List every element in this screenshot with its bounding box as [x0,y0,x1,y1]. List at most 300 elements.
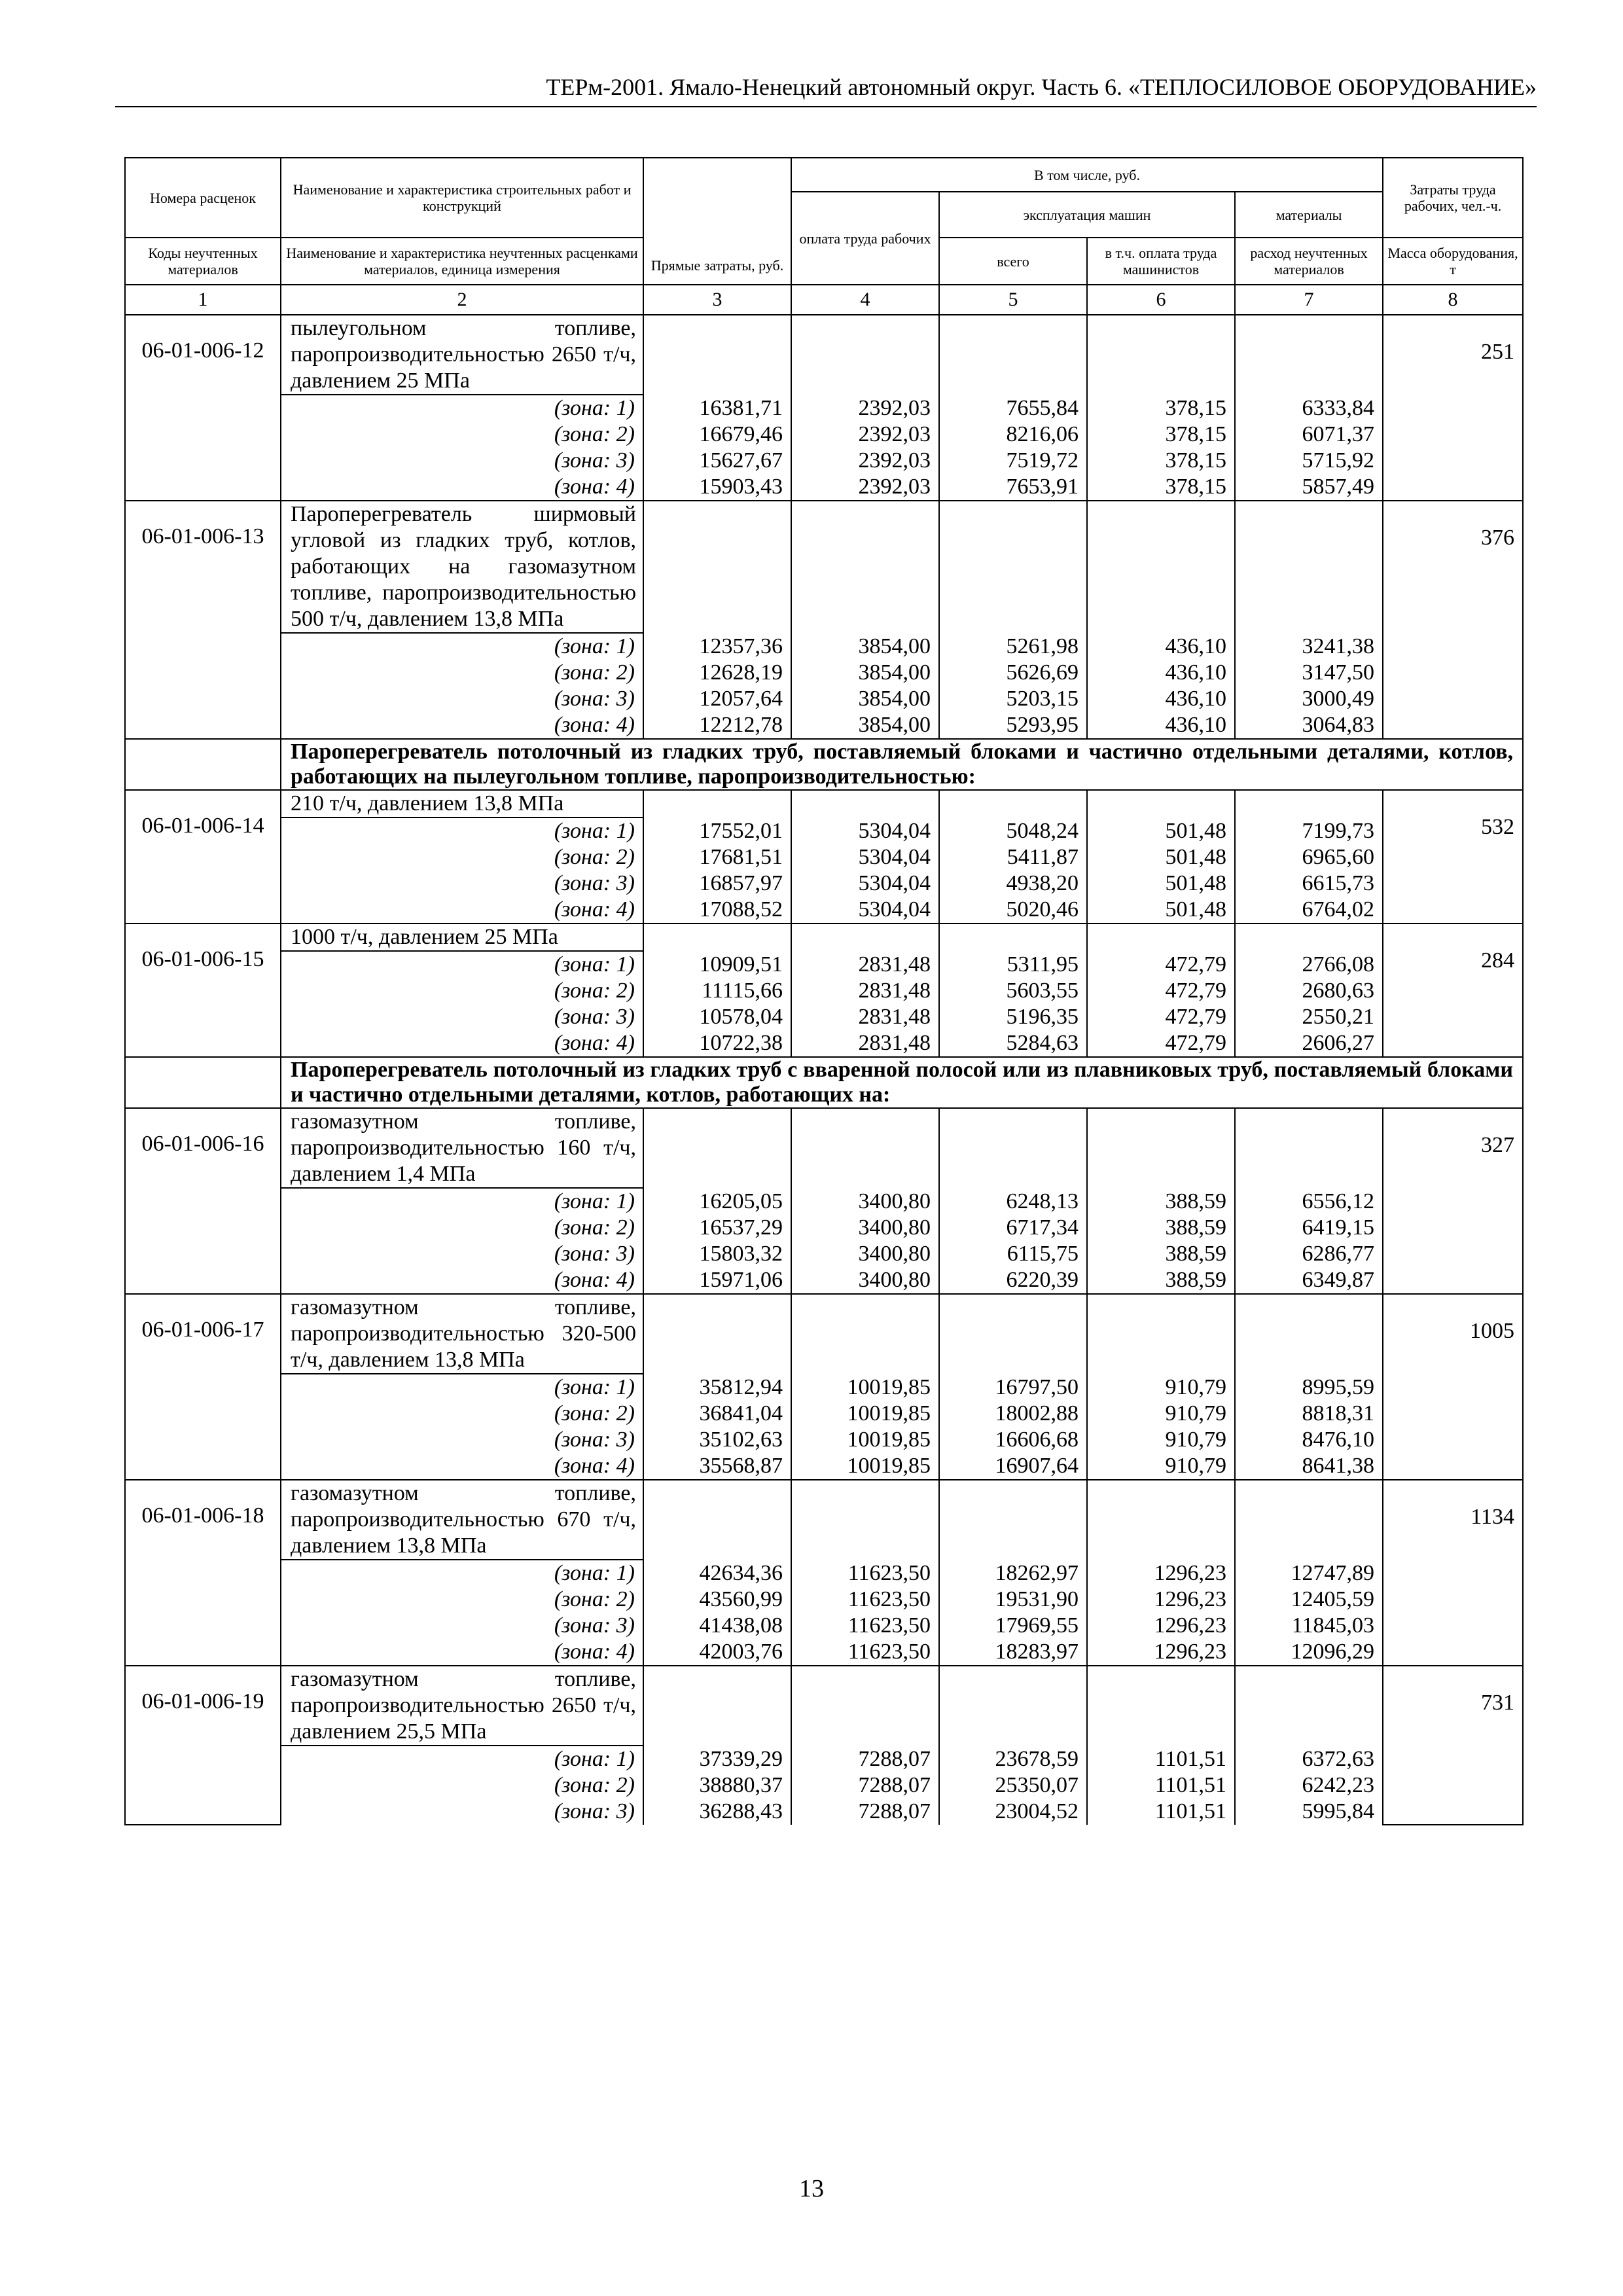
direct-cost: 12628,19 [643,660,791,686]
materials-cost: 6071,37 [1235,422,1383,448]
machines-total: 16797,50 [939,1374,1087,1401]
col-codes-bottom: Коды неучтенных материалов [125,238,281,285]
zone-label: (зона: 3) [281,448,643,474]
col-including: В том числе, руб. [791,158,1383,192]
section-empty-cell [125,739,281,790]
rate-description-row [125,1666,1523,1746]
zone-row [125,1613,1523,1639]
direct-cost: 16679,46 [643,422,791,448]
zone-label: (зона: 2) [281,1587,643,1613]
col-labor-pay: оплата труда рабочих [791,192,939,285]
zone-row [125,1030,1523,1057]
empty-cell [939,1108,1087,1188]
materials-cost: 2766,08 [1235,951,1383,978]
direct-cost: 12357,36 [643,633,791,660]
rate-code: 06-01-006-14 [125,790,281,924]
section-heading-row [125,739,1523,790]
machines-total: 16907,64 [939,1453,1087,1480]
section-heading-row [125,1057,1523,1108]
zone-label: (зона: 2) [281,660,643,686]
zone-row [125,1560,1523,1587]
labor-pay: 5304,04 [791,817,939,844]
machines-total: 23004,52 [939,1799,1087,1825]
materials-cost: 8641,38 [1235,1453,1383,1480]
machines-total: 5411,87 [939,844,1087,870]
zone-row [125,1267,1523,1294]
labor-pay: 5304,04 [791,897,939,924]
empty-cell [1087,315,1235,395]
direct-cost: 16205,05 [643,1188,791,1215]
materials-cost: 7199,73 [1235,817,1383,844]
zone-row [125,951,1523,978]
labor-pay: 2831,48 [791,978,939,1004]
zone-row [125,1639,1523,1666]
labor-pay: 5304,04 [791,844,939,870]
machines-total: 16606,68 [939,1427,1087,1453]
machines-total: 7653,91 [939,474,1087,501]
zone-row [125,712,1523,739]
labor-pay: 11623,50 [791,1639,939,1666]
empty-cell [1087,1480,1235,1560]
materials-cost: 12405,59 [1235,1587,1383,1613]
machines-operators-pay: 436,10 [1087,660,1235,686]
zone-row [125,870,1523,897]
direct-cost: 10909,51 [643,951,791,978]
machines-total: 5603,55 [939,978,1087,1004]
machines-total: 5293,95 [939,712,1087,739]
labor-pay: 3400,80 [791,1188,939,1215]
zone-row [125,1772,1523,1799]
machines-total: 6717,34 [939,1215,1087,1241]
rate-code: 06-01-006-19 [125,1666,281,1825]
direct-cost: 43560,99 [643,1587,791,1613]
zone-row [125,817,1523,844]
zone-row [125,1241,1523,1267]
labor-cost: 376 [1383,501,1523,739]
zone-label: (зона: 3) [281,1004,643,1030]
materials-cost: 6349,87 [1235,1267,1383,1294]
rate-description-row [125,501,1523,633]
empty-cell [791,315,939,395]
machines-operators-pay: 501,48 [1087,897,1235,924]
zone-label: (зона: 4) [281,1030,643,1057]
zone-row [125,1746,1523,1772]
rate-code: 06-01-006-13 [125,501,281,739]
materials-cost: 8818,31 [1235,1401,1383,1427]
direct-cost: 17552,01 [643,817,791,844]
running-header [115,71,1537,107]
zone-label: (зона: 4) [281,897,643,924]
zone-row [125,1401,1523,1427]
direct-cost: 17681,51 [643,844,791,870]
labor-cost: 532 [1383,790,1523,924]
machines-operators-pay: 388,59 [1087,1215,1235,1241]
empty-cell [643,1666,791,1746]
rate-description-row [125,924,1523,951]
machines-total: 4938,20 [939,870,1087,897]
machines-total: 5284,63 [939,1030,1087,1057]
materials-cost: 11845,03 [1235,1613,1383,1639]
col-name-bottom: Наименование и характеристика неучтенных расценками материалов, единица измерения [281,238,643,285]
empty-cell [791,1294,939,1374]
direct-cost: 12057,64 [643,686,791,712]
materials-cost: 5995,84 [1235,1799,1383,1825]
empty-cell [1235,501,1383,633]
empty-cell [1235,1480,1383,1560]
labor-cost: 327 [1383,1108,1523,1294]
rate-code: 06-01-006-15 [125,924,281,1057]
zone-label: (зона: 3) [281,1613,643,1639]
rate-code: 06-01-006-18 [125,1480,281,1666]
zone-row [125,395,1523,422]
materials-cost: 6372,63 [1235,1746,1383,1772]
machines-total: 7519,72 [939,448,1087,474]
materials-cost: 6242,23 [1235,1772,1383,1799]
col-number: 5 [939,285,1087,315]
labor-pay: 3400,80 [791,1241,939,1267]
labor-pay: 11623,50 [791,1613,939,1639]
machines-operators-pay: 1296,23 [1087,1587,1235,1613]
zone-row [125,978,1523,1004]
zone-label: (зона: 2) [281,978,643,1004]
col-number: 7 [1235,285,1383,315]
zone-row [125,1427,1523,1453]
zone-label: (зона: 2) [281,1401,643,1427]
col-number: 3 [643,285,791,315]
direct-cost: 35812,94 [643,1374,791,1401]
materials-cost: 12096,29 [1235,1639,1383,1666]
machines-operators-pay: 910,79 [1087,1374,1235,1401]
zone-label: (зона: 2) [281,844,643,870]
materials-cost: 6556,12 [1235,1188,1383,1215]
zone-label: (зона: 4) [281,1267,643,1294]
labor-cost: 731 [1383,1666,1523,1825]
col-machines-total: всего [939,238,1087,285]
direct-cost: 42634,36 [643,1560,791,1587]
zone-label: (зона: 2) [281,422,643,448]
rate-description: газомазутном топливе, паропроизводительностью 160 т/ч, давлением 1,4 МПа [281,1108,643,1188]
direct-cost: 35102,63 [643,1427,791,1453]
direct-cost: 38880,37 [643,1772,791,1799]
labor-pay: 2831,48 [791,1004,939,1030]
direct-cost: 15627,67 [643,448,791,474]
materials-cost: 5715,92 [1235,448,1383,474]
empty-cell [791,1108,939,1188]
zone-row [125,422,1523,448]
col-machines-operators: в т.ч. оплата труда машинистов [1087,238,1235,285]
empty-cell [1235,1666,1383,1746]
empty-cell [643,790,791,817]
labor-cost: 284 [1383,924,1523,1057]
machines-operators-pay: 378,15 [1087,422,1235,448]
section-heading: Пароперегреватель потолочный из гладких труб, поставляемый блоками и частично отдельными деталями, котлов, работающих на пылеугольном топливе, паропроизводительностью: [281,739,1523,790]
zone-row [125,633,1523,660]
zone-label: (зона: 4) [281,474,643,501]
empty-cell [1087,501,1235,633]
empty-cell [1087,1294,1235,1374]
empty-cell [791,790,939,817]
machines-operators-pay: 501,48 [1087,844,1235,870]
zone-row [125,1453,1523,1480]
direct-cost: 15971,06 [643,1267,791,1294]
rate-description: 1000 т/ч, давлением 25 МПа [281,924,643,951]
machines-operators-pay: 1101,51 [1087,1799,1235,1825]
labor-pay: 3854,00 [791,633,939,660]
machines-operators-pay: 472,79 [1087,951,1235,978]
materials-cost: 6419,15 [1235,1215,1383,1241]
zone-label: (зона: 1) [281,1560,643,1587]
direct-cost: 10722,38 [643,1030,791,1057]
direct-cost: 16857,97 [643,870,791,897]
empty-cell [1087,790,1235,817]
direct-cost: 37339,29 [643,1746,791,1772]
direct-cost: 36841,04 [643,1401,791,1427]
machines-total: 6248,13 [939,1188,1087,1215]
rate-description: 210 т/ч, давлением 13,8 МПа [281,790,643,817]
empty-cell [791,501,939,633]
empty-cell [1235,1108,1383,1188]
col-machines: эксплуатация машин [939,192,1235,238]
labor-pay: 7288,07 [791,1746,939,1772]
zone-label: (зона: 3) [281,870,643,897]
zone-label: (зона: 3) [281,1241,643,1267]
empty-cell [1235,790,1383,817]
direct-cost: 17088,52 [643,897,791,924]
machines-operators-pay: 1101,51 [1087,1772,1235,1799]
machines-total: 5626,69 [939,660,1087,686]
rate-description-row [125,1294,1523,1374]
direct-cost: 15903,43 [643,474,791,501]
machines-operators-pay: 1296,23 [1087,1560,1235,1587]
labor-cost: 251 [1383,315,1523,501]
machines-total: 5311,95 [939,951,1087,978]
labor-pay: 2831,48 [791,1030,939,1057]
col-labor-top: Затраты труда рабочих, чел.-ч. [1383,158,1523,238]
machines-operators-pay: 436,10 [1087,686,1235,712]
zone-row [125,448,1523,474]
materials-cost: 3000,49 [1235,686,1383,712]
rate-description: газомазутном топливе, паропроизводительностью 2650 т/ч, давлением 25,5 МПа [281,1666,643,1746]
rate-description-row [125,1480,1523,1560]
col-direct: Прямые затраты, руб. [643,158,791,285]
machines-total: 25350,07 [939,1772,1087,1799]
materials-cost: 5857,49 [1235,474,1383,501]
rates-table [124,157,1524,1825]
labor-pay: 3854,00 [791,660,939,686]
empty-cell [939,1480,1087,1560]
zone-row [125,1587,1523,1613]
machines-operators-pay: 436,10 [1087,633,1235,660]
zone-row [125,1188,1523,1215]
machines-operators-pay: 472,79 [1087,978,1235,1004]
materials-cost: 6764,02 [1235,897,1383,924]
machines-operators-pay: 472,79 [1087,1004,1235,1030]
labor-pay: 2831,48 [791,951,939,978]
direct-cost: 16537,29 [643,1215,791,1241]
labor-pay: 2392,03 [791,395,939,422]
machines-operators-pay: 378,15 [1087,448,1235,474]
machines-operators-pay: 910,79 [1087,1427,1235,1453]
zone-row [125,1374,1523,1401]
labor-pay: 10019,85 [791,1453,939,1480]
labor-pay: 3400,80 [791,1267,939,1294]
machines-total: 18283,97 [939,1639,1087,1666]
materials-cost: 2606,27 [1235,1030,1383,1057]
zone-label: (зона: 3) [281,1799,643,1825]
empty-cell [643,1294,791,1374]
rate-description-row [125,315,1523,395]
direct-cost: 15803,32 [643,1241,791,1267]
zone-label: (зона: 2) [281,1215,643,1241]
rate-description: Пароперегреватель ширмовый угловой из гладких труб, котлов, работающих на газомазутном топливе, паропроизводительностью 500 т/ч, давлением 13,8 МПа [281,501,643,633]
machines-total: 23678,59 [939,1746,1087,1772]
empty-cell [1235,315,1383,395]
empty-cell [939,1666,1087,1746]
materials-cost: 3241,38 [1235,633,1383,660]
empty-cell [939,1294,1087,1374]
zone-label: (зона: 1) [281,395,643,422]
materials-cost: 6615,73 [1235,870,1383,897]
zone-row [125,474,1523,501]
machines-total: 17969,55 [939,1613,1087,1639]
direct-cost: 42003,76 [643,1639,791,1666]
running-title: ТЕРм-2001. Ямало-Ненецкий автономный округ. Часть 6. «ТЕПЛОСИЛОВОЕ ОБОРУДОВАНИЕ» [546,74,1537,100]
direct-cost: 12212,78 [643,712,791,739]
zone-label: (зона: 4) [281,1453,643,1480]
rate-code: 06-01-006-12 [125,315,281,501]
empty-cell [1087,1666,1235,1746]
empty-cell [939,790,1087,817]
machines-total: 5020,46 [939,897,1087,924]
rate-description: газомазутном топливе, паропроизводительностью 320-500 т/ч, давлением 13,8 МПа [281,1294,643,1374]
labor-pay: 7288,07 [791,1772,939,1799]
machines-operators-pay: 388,59 [1087,1241,1235,1267]
zone-label: (зона: 3) [281,1427,643,1453]
col-number: 8 [1383,285,1523,315]
labor-pay: 2392,03 [791,474,939,501]
table-header [125,158,1523,315]
labor-pay: 7288,07 [791,1799,939,1825]
machines-operators-pay: 388,59 [1087,1267,1235,1294]
machines-operators-pay: 378,15 [1087,395,1235,422]
machines-operators-pay: 472,79 [1087,1030,1235,1057]
empty-cell [939,315,1087,395]
empty-cell [939,501,1087,633]
col-number: 2 [281,285,643,315]
col-name-top: Наименование и характеристика строительных работ и конструкций [281,158,643,238]
empty-cell [1235,1294,1383,1374]
machines-operators-pay: 501,48 [1087,817,1235,844]
zone-row [125,660,1523,686]
zone-label: (зона: 4) [281,1639,643,1666]
zone-row [125,1004,1523,1030]
zone-label: (зона: 3) [281,686,643,712]
machines-total: 19531,90 [939,1587,1087,1613]
zone-row [125,1799,1523,1825]
rates-table-wrapper [124,157,1522,1825]
zone-label: (зона: 1) [281,951,643,978]
machines-operators-pay: 1101,51 [1087,1746,1235,1772]
machines-total: 8216,06 [939,422,1087,448]
direct-cost: 10578,04 [643,1004,791,1030]
machines-total: 6115,75 [939,1241,1087,1267]
materials-cost: 2550,21 [1235,1004,1383,1030]
materials-cost: 8995,59 [1235,1374,1383,1401]
machines-total: 5203,15 [939,686,1087,712]
machines-operators-pay: 378,15 [1087,474,1235,501]
empty-cell [791,924,939,951]
labor-pay: 10019,85 [791,1427,939,1453]
labor-pay: 10019,85 [791,1401,939,1427]
rate-description-row [125,790,1523,817]
empty-cell [791,1480,939,1560]
col-materials-unaccounted: расход неучтенных материалов [1235,238,1383,285]
empty-cell [1087,1108,1235,1188]
direct-cost: 35568,87 [643,1453,791,1480]
machines-operators-pay: 388,59 [1087,1188,1235,1215]
labor-pay: 3400,80 [791,1215,939,1241]
machines-operators-pay: 1296,23 [1087,1639,1235,1666]
machines-operators-pay: 436,10 [1087,712,1235,739]
materials-cost: 6286,77 [1235,1241,1383,1267]
machines-total: 18262,97 [939,1560,1087,1587]
zone-label: (зона: 1) [281,1188,643,1215]
zone-row [125,686,1523,712]
zone-row [125,844,1523,870]
materials-cost: 8476,10 [1235,1427,1383,1453]
labor-pay: 2392,03 [791,422,939,448]
materials-cost: 3147,50 [1235,660,1383,686]
labor-pay: 11623,50 [791,1560,939,1587]
labor-pay: 3854,00 [791,712,939,739]
machines-operators-pay: 1296,23 [1087,1613,1235,1639]
labor-pay: 11623,50 [791,1587,939,1613]
rate-description: пылеугольном топливе, паропроизводительностью 2650 т/ч, давлением 25 МПа [281,315,643,395]
machines-total: 6220,39 [939,1267,1087,1294]
page-number: 13 [799,2175,824,2202]
col-number: 4 [791,285,939,315]
materials-cost: 12747,89 [1235,1560,1383,1587]
machines-operators-pay: 910,79 [1087,1453,1235,1480]
col-materials: материалы [1235,192,1383,238]
zone-row [125,897,1523,924]
rate-code: 06-01-006-16 [125,1108,281,1294]
direct-cost: 36288,43 [643,1799,791,1825]
col-codes-top: Номера расценок [125,158,281,238]
empty-cell [643,1108,791,1188]
machines-operators-pay: 501,48 [1087,870,1235,897]
machines-total: 18002,88 [939,1401,1087,1427]
materials-cost: 3064,83 [1235,712,1383,739]
section-empty-cell [125,1057,281,1108]
empty-cell [1087,924,1235,951]
empty-cell [643,315,791,395]
direct-cost: 41438,08 [643,1613,791,1639]
labor-pay: 10019,85 [791,1374,939,1401]
col-labor-bottom: Масса оборудования, т [1383,238,1523,285]
zone-label: (зона: 1) [281,817,643,844]
machines-operators-pay: 910,79 [1087,1401,1235,1427]
labor-pay: 2392,03 [791,448,939,474]
zone-label: (зона: 1) [281,1374,643,1401]
labor-cost: 1134 [1383,1480,1523,1666]
table-body [125,315,1523,1825]
labor-pay: 5304,04 [791,870,939,897]
zone-label: (зона: 4) [281,712,643,739]
empty-cell [643,1480,791,1560]
section-heading: Пароперегреватель потолочный из гладких труб с вваренной полосой или из плавниковых труб, поставляемый блоками и частично отдельными деталями, котлов, работающих на: [281,1057,1523,1108]
rate-description-row [125,1108,1523,1188]
